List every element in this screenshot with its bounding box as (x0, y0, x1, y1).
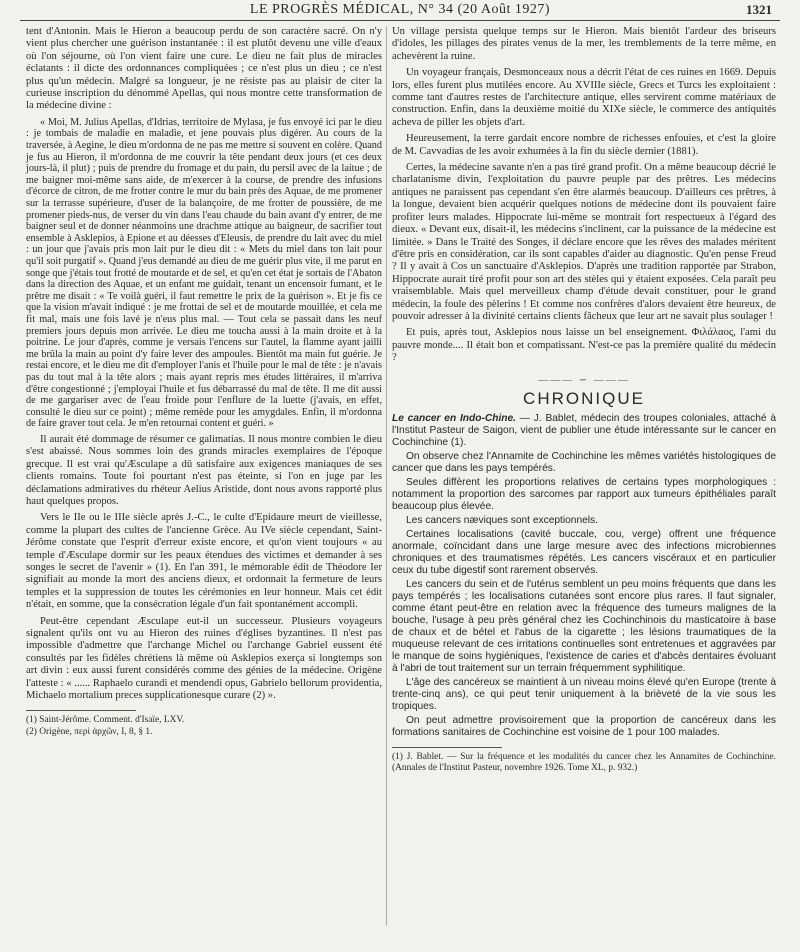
footnote: (1) J. Bablet. — Sur la fréquence et les modalités du cancer chez les Annamites de Cochinchine. (Annales de l'Institut Pasteur, novembre 1926. Tome XL, p. 932.) (392, 752, 776, 774)
paragraph: Les cancers du sein et de l'utérus semblent un peu moins fréquents que dans les pays tempérés ; les localisations cutanées sont encore plus rares. Il faut signaler, comme étant peut-être en relation avec la fréquence des tumeurs malignes de la bouche, l'usage à peu près général chez les Cochinchinois du masticatoire à base de chaux et de bétel et l'abus de la cigarette ; les lésions traumatiques de la muqueuse relevant de ces irritations continuelles sont entretenues et aggravées par le manque de soins hygiéniques, l'existence de caries et d'abcès dentaires évoluant à l'abri de tout traitement sur un terrain fréquemment syphilitique. (392, 579, 776, 675)
paragraph: Certaines localisations (cavité buccale, cou, verge) offrent une fréquence anormale, coïncidant dans une large mesure avec des infections microbiennes chroniques et des traumatismes répétés. Les cancers viscéraux et en particulier ceux du tube digestif sont rarement observés. (392, 529, 776, 577)
paragraph: Heureusement, la terre gardait encore nombre de richesses enfouies, et c'est la gloire de M. Cavvadias de les avoir exhumées à la fin du siècle dernier (1881). (392, 133, 776, 157)
paragraph: Certes, la médecine savante n'en a pas tiré grand profit. On a même beaucoup décrié le charlatanisme divin, l'exploitation du pauvre peuple par des prêtres. Les médecins antiques ne paraissent pas cependant s'en être alarmés beaucoup. D'ailleurs ces prêtres, à la longue, devaient bien acquérir quelques notions de médecine dont ils pouvaient faire profiter leurs malades. Hippocrate lui-même se montrait fort respectueux à l'égard des dieux. « Devant eux, disait-il, les médecins s'inclinent, car la puissance de la médecine est limitée. » Dans le Traité des Songes, il déclare encore que les rêves des malades méritent d'être pris en considération, car ils sont capables d'aider au diagnostic. Qu'en pense Freud ? Il y avait à Cos un sanctuaire d'Asklepios. D'après une tradition rapportée par Strabon, Hippocrate aurait tiré profit pour son art des stèles qui y étaient exposées. Cela paraît peu vraisemblable. Mais quel merveilleux champ d'étude devait constituer, pour le grand médecin, la foule des pèlerins ! Et comme nos confrères d'alors devaient être heureux, de pouvoir adresser à la divinité certains clients fâcheux que leur art ne savait plus soulager ! (392, 162, 776, 322)
page-number: 1321 (746, 2, 772, 17)
journal-title: LE PROGRÈS MÉDICAL, N° 34 (20 Août 1927) (249, 2, 551, 17)
column-divider (386, 26, 387, 926)
article-lead: — J. Bablet, médecin des troupes coloniales, attaché à l'Institut Pasteur de Saigon, vient de publier une étude intéressante sur le cancer en Cochinchine (1). (392, 413, 776, 449)
paragraph: Et puis, après tout, Asklepios nous laisse un bel enseignement. Φιλάλαος, l'ami du pauvre monde.... Il était bon et compatissant. N'est-ce pas la première qualité du médecin ? (392, 327, 776, 364)
header-rule (20, 20, 780, 21)
paragraph: tent d'Antonin. Mais le Hieron a beaucoup perdu de son caractère sacré. On n'y vient plus chercher une guérison instantanée : il est plutôt devenu une ville d'eaux où l'on séjourne, où l'on vient faire une cure. Le dieu ne fait plus de miracles éclatants : il dicte des ordonnances compliquées ; ce n'est plus un dieu ; ce n'est plus qu'un médecin. Malgré sa longueur, je ne résiste pas au plaisir de citer la curieuse inscription du dénommé Apellas, qui nous montre cette transformation de la médecine divine : (26, 26, 382, 112)
footnote: (1) Saint-Jérôme. Comment. d'Isaïe, LXV. (26, 715, 185, 726)
chronique-lead (392, 413, 776, 449)
paragraph: Seules diffèrent les proportions relatives de certains types morphologiques : notamment la proportion des sarcomes par rapport aux tumeurs épithéliales paraît beaucoup plus élevée. (392, 477, 776, 513)
chronique-section (392, 413, 776, 739)
footnote: (2) Origène, περὶ ἀρχῶν, I, 8, § 1. (26, 727, 153, 738)
paragraph: L'âge des cancéreux se maintient à un niveau moins élevé qu'en Europe (trente à trente-cinq ans), ce qui peut tenir uniquement à la brièveté de la vie sous les tropiques. (392, 677, 776, 713)
paragraph: Peut-être cependant Æsculape eut-il un successeur. Plusieurs voyageurs signalent qu'ils ont vu au Hieron des ruines d'églises byzantines. Il n'est pas impossible d'admettre que l'archange Michel ou l'archange Gabriel eussent été consultés par les fidèles chrétiens là même où Asklepios exerça si longtemps son art divin : eux aussi furent considérés comme des génies de la médecine. Origène l'atteste : « ...... Raphaelo curandi et mendendi opus, Gabrielo bellorum providentia, Michaelo mortalium preces supplicationesque curare (2) ». (26, 615, 382, 701)
paragraph: Il aurait été dommage de résumer ce galimatias. Il nous montre combien le dieu s'est abaissé. Nous sommes loin des grands miracles exemplaires de l'époque grecque. Il est vrai qu'Æsculape a dû satisfaire aux exigences maniaques de ses clients romains. Toute foi pourtant n'est pas éteinte, si l'on en juge par les déclamations admiratives du rhéteur Aelius Aristide, dont nous avons rapporté plus haut quelques propos. (26, 433, 382, 507)
right-column (392, 26, 776, 775)
paragraph: Vers le IIe ou le IIIe siècle après J.-C., le culte d'Epidaure meurt de vieillesse, comme la plupart des cultes de l'ancienne Grèce. Au IVe siècle cependant, Saint-Jérôme constate que l'esprit d'erreur existe encore, et qu'on vient toujours « au temple d'Æsculape dormir sur les peaux étendues des victimes et demander à ses songes le secret de l'avenir » (1). En l'an 391, le mémorable édit de Théodore Ier signifiait au monde la mort des anciens dieux, et ordonnait la fermeture de leurs temples et la suppression de toutes les cérémonies en leur honneur. Mais cet édit n'était, en somme, que la consécration légale d'un fait spontanément accompli. (26, 512, 382, 611)
footnote-rule (392, 747, 502, 748)
paragraph: Les cancers næviques sont exceptionnels. (406, 515, 598, 527)
section-separator: ——— ∽ ——— (538, 374, 630, 386)
section-title: CHRONIQUE (523, 388, 645, 408)
article-title: Le cancer en Indo-Chine. (392, 413, 516, 425)
footnote-rule (26, 710, 136, 711)
apellas-quote: « Moi, M. Julius Apellas, d'Idrias, territoire de Mylasa, je fus envoyé ici par le dieu : je tombais de maladie en maladie, et jene pouvais plus digérer. Au cours de la traversée, à Aegine, le dieu m'ordonna de ne pas me mettre si souvent en colère. Quand je fus au Hieron, il m'ordonna de me couvrir la tête pendant deux jours (et ces deux jours-là, il plut) ; puis de prendre du fromage et du pain, du persil avec de la laitue ; de me baigner moi-même sans aide, de m'exercer à la course, de prendre des infusions d'écorce de citron, de me frotter contre le mur du bain près des Aquae, de me promener sur la terrasse supérieure, d'user de la balançoire, de me frotter de poussière, de me promener pieds-nus, de verser du vin dans l'eau chaude du bain avant d'y entrer, de me baigner seul et de donner néanmoins une drachme attique au baigneur, de sacrifier tout ensemble à Asklepios, à Epione et au déesses d'Eleusis, de prendre du lait avec du miel : un jour que j'avais pris mon lait pur le dieu dit : « Mets du miel dans ton lait pour qu'il soit purgatif ». Quand j'eus demandé au dieu de me guérir plus vite, il me parut en songe que j'étais tout frotté de moutarde et de sel, et qu'en cet état je sortais de l'Abaton dans la direction des Aquae, et un enfant me guidait, tenant un encensoir fumant, et le prêtre me disait : « Te voilà guéri, il faut remettre le prix de la guérison ». Et je fis ce que la vision m'avait indiqué : je me frottai de sel et de moutarde mouillée, et cela me fit mal, mais une fois lavé je n'eus plus mal. — Tout cela se passait dans les neuf premiers jours depuis mon arrivée. Le dieu me toucha aussi à la main droite et à la poitrine. Le jour d'après, comme je versais l'encens sur l'autel, la flamme ayant jailli me brûla la main au point d'y faire lever des ampoules. Bientôt ma main fut guérie. Je restai encore, et le dieu me dit d'employer l'anis et l'huile pour le mal de tête : je n'avais pas du tout mal à la tête alors ; mais ayant repris mes études littéraires, il m'arriva d'être congestionné ; j'employai l'huile et fus débarrassé du mal de tête. Il me dit aussi de me gargariser avec de l'eau froide pour l'enflure de la luette (j'avais, en effet, consulté le dieu sur ce point) ; même remède pour les amygdales. Enfin, il m'ordonna de faire graver tout cela. Je m'en retournai content et guéri. » (26, 116, 382, 430)
left-column (26, 26, 382, 739)
paragraph: Un voyageur français, Desmonceaux nous a décrit l'état de ces ruines en 1669. Depuis lors, elles furent plus mutilées encore. Au XVIIIe siècle, Grecs et Turcs les exploitaient : comme tant d'autres restes de l'architecture antique, elles servirent comme matériaux de construction. Enfin, dans la deuxième moitié du XIXe siècle, le commerce des antiquités acheva de piller les objets d'art. (392, 67, 776, 128)
paragraph: On peut admettre provisoirement que la proportion de cancéreux dans les formations sanitaires de Cochinchine est voisine de 1 pour 100 malades. (392, 715, 776, 739)
page-header (0, 0, 800, 22)
paragraph: Un village persista quelque temps sur le Hieron. Mais bientôt l'ardeur des briseurs d'idoles, les pillages des pirates venus de la mer, les tremblements de la terre même, en achevèrent la ruine. (392, 26, 776, 62)
paragraph: On observe chez l'Annamite de Cochinchine les mêmes variétés histologiques de cancer que dans les pays tempérés. (392, 451, 776, 475)
